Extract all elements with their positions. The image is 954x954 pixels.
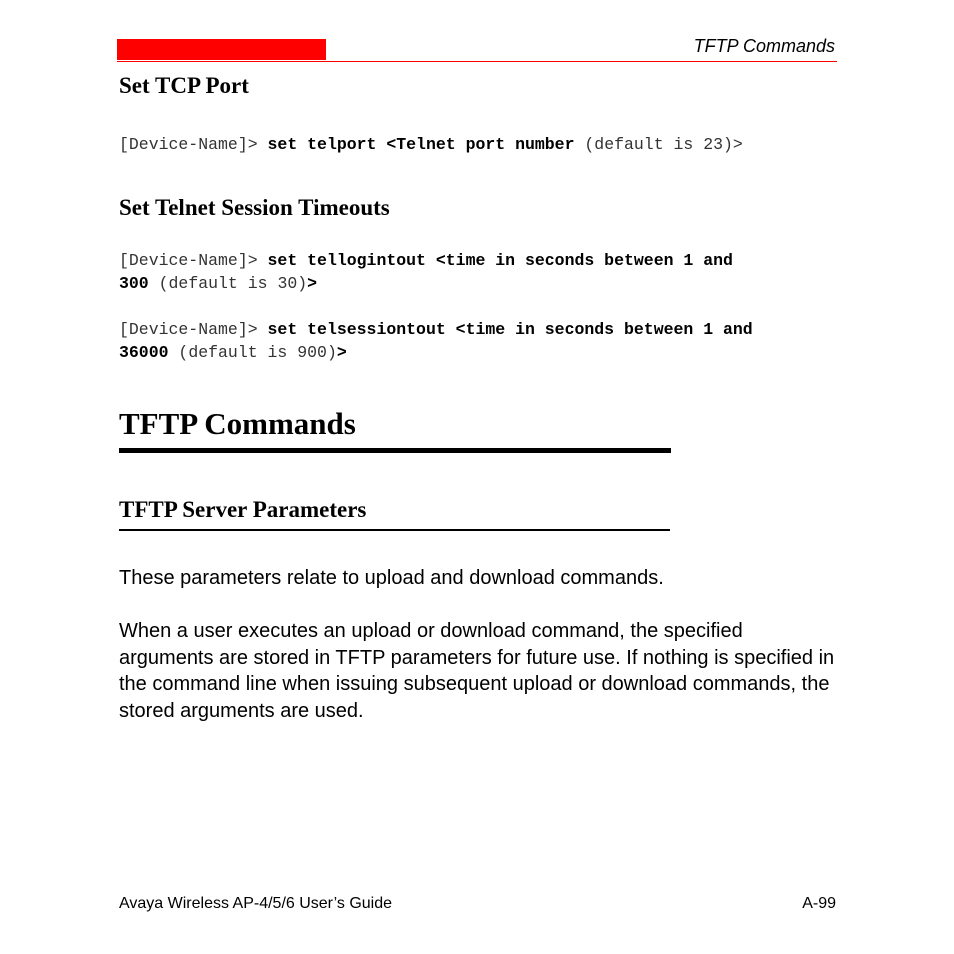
cli-prompt: [Device-Name]> <box>119 251 268 270</box>
cli-command-value: 300 <box>119 274 149 293</box>
cli-default-note: (default is 900) <box>168 343 337 362</box>
cli-prompt: [Device-Name]> <box>119 135 268 154</box>
cli-command-end: > <box>336 343 347 362</box>
code-set-telsessiontout <box>119 318 753 364</box>
header-accent-bar <box>117 39 326 60</box>
cli-command: set tellogintout <time in seconds between 1 and <box>267 251 733 270</box>
cli-command-end: > <box>307 274 318 293</box>
cli-default-note: (default is 23)> <box>584 135 743 154</box>
code-set-tellogintout <box>119 249 733 295</box>
heading-set-tcp-port: Set TCP Port <box>119 73 249 98</box>
heading-tftp-server-parameters: TFTP Server Parameters <box>119 497 367 522</box>
cli-command-value: 36000 <box>119 343 169 362</box>
cli-prompt: [Device-Name]> <box>119 320 268 339</box>
chapter-heading-rule <box>119 448 671 453</box>
footer-guide-title: Avaya Wireless AP-4/5/6 User’s Guide <box>119 895 393 912</box>
cli-command: set telport <Telnet port number <box>267 135 585 154</box>
chapter-heading-tftp-commands: TFTP Commands <box>119 406 356 441</box>
paragraph-intro: These parameters relate to upload and download commands. <box>119 567 664 589</box>
header-rule <box>117 61 837 62</box>
running-header-title: TFTP Commands <box>693 36 835 56</box>
paragraph-details: When a user executes an upload or download command, the specified arguments are stored in TFTP parameters for future use. If nothing is specified in the command line when issuing subsequent upload or download commands, the stored arguments are used. <box>119 620 835 722</box>
code-set-telport <box>119 133 743 156</box>
footer-page-number: A-99 <box>802 895 836 912</box>
cli-default-note: (default is 30) <box>148 274 308 293</box>
heading-telnet-timeouts: Set Telnet Session Timeouts <box>119 195 390 220</box>
subheading-rule <box>119 529 670 531</box>
cli-command: set telsessiontout <time in seconds between 1 and <box>267 320 753 339</box>
